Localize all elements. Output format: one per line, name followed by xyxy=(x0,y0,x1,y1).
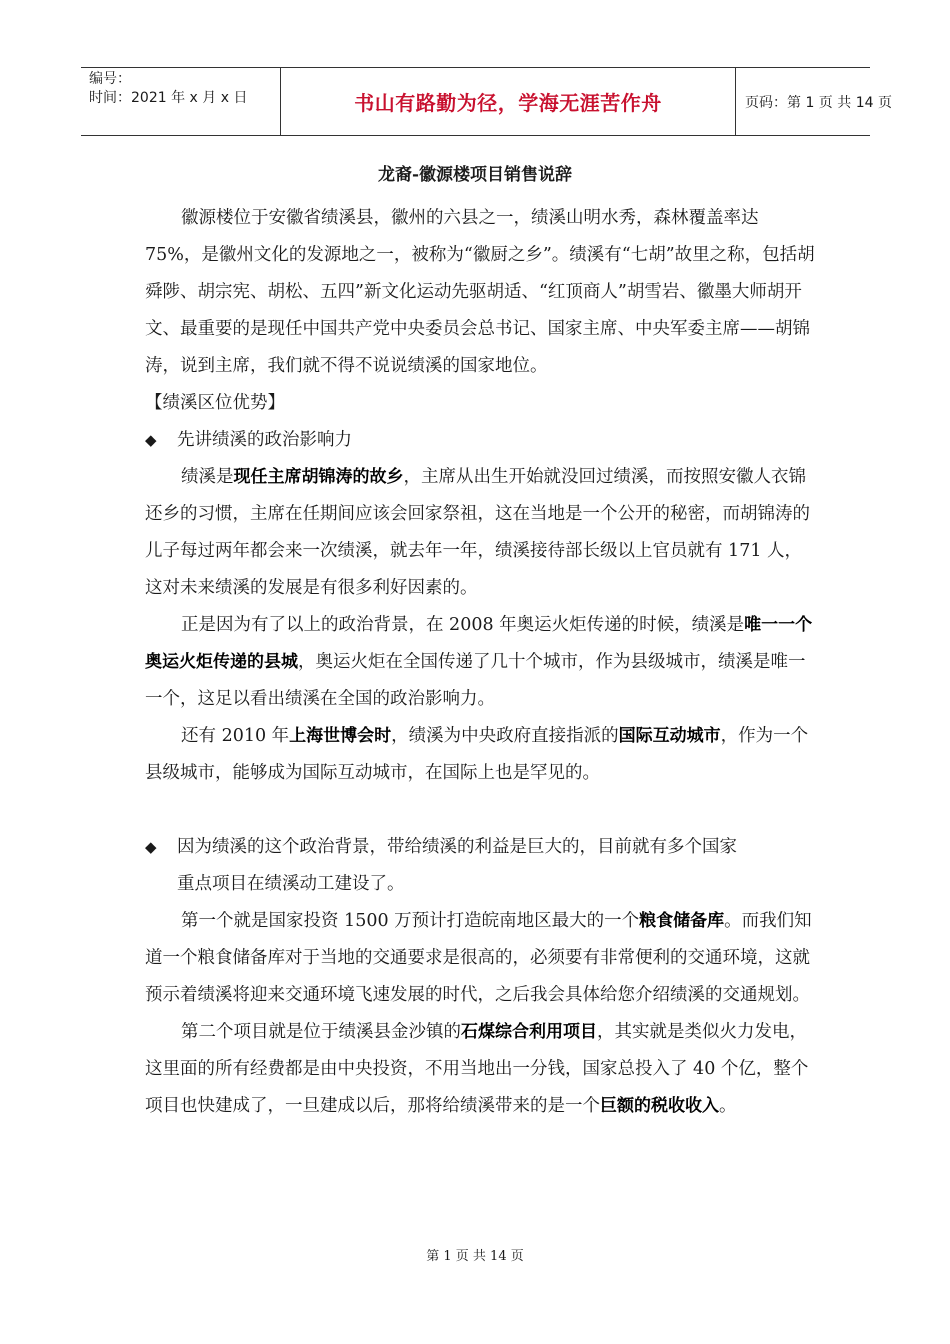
text-run: ，主席从出生开始就没回过绩溪，而按照安徽人衣锦还乡的习惯，主席在任期间应该会回家祭祖，这在当地是一个公开的秘密，而胡锦涛的儿子每过两年都会来一次绩溪，就去年一年，绩溪接待部长级以上官员就有 171 人，这对未来绩溪的发展是有很多利好因素的。 xyxy=(145,467,810,598)
paragraph-hometown xyxy=(145,459,815,607)
intro-paragraph: 徽源楼位于安徽省绩溪县，徽州的六县之一，绩溪山明水秀，森林覆盖率达 75%，是徽州文化的发源地之一，被称为“徽厨之乡”。绩溪有“七胡”故里之称，包括胡舜陟、胡宗宪、胡松、五四”新文化运动先驱胡适、“红顶商人”胡雪岩、徽墨大师胡开文、最重要的是现任中国共产党中央委员会总书记、国家主席、中央军委主席——胡锦涛，说到主席，我们就不得不说说绩溪的国家地位。 xyxy=(145,208,815,376)
diamond-bullet-icon: ◆ xyxy=(145,838,157,856)
paragraph-grain xyxy=(145,903,815,1014)
text-run: ，奥运火炬在全国传递了几十个城市，作为县级城市，绩溪是唯一一个，这足以看出绩溪在全国的政治影响力。 xyxy=(145,652,806,709)
text-run: ，其实就是类似火力发电，这里面的所有经费都是由中央投资，不用当地出一分钱，国家总投入了 40 个亿，整个项目也快建成了，一旦建成以后，那将给绩溪带来的是一个 xyxy=(145,1022,809,1116)
bullet-text-line-1: 因为绩溪的这个政治背景，带给绩溪的利益是巨大的，目前就有多个国家 xyxy=(177,837,737,857)
bold-text: 巨额的税收收入 xyxy=(600,1096,719,1116)
bullet-text-line-2: 重点项目在绩溪动工建设了。 xyxy=(177,874,405,894)
header-motto: 书山有路勤为径，学海无涯苦作舟 xyxy=(354,91,662,115)
text-run: 第二个项目就是位于绩溪县金沙镇的 xyxy=(181,1022,461,1042)
bold-text: 粮食储备库 xyxy=(639,911,725,931)
bold-text: 上海世博会时 xyxy=(289,726,392,746)
page-header xyxy=(81,67,892,136)
document-body xyxy=(145,200,815,1125)
text-run: 还有 2010 年 xyxy=(181,726,290,746)
text-run: 绩溪是 xyxy=(181,467,234,487)
page-footer: 第 1 页 共 14 页 xyxy=(426,1249,524,1264)
text-run: 第一个就是国家投资 1500 万预计打造皖南地区最大的一个 xyxy=(181,911,640,931)
diamond-bullet-icon: ◆ xyxy=(145,431,157,449)
paragraph-expo xyxy=(145,718,815,792)
date-label: 时间：2021 年 x 月 x 日 xyxy=(89,90,248,106)
header-motto-cell xyxy=(281,68,736,135)
number-label: 编号： xyxy=(89,71,131,87)
document-title: 龙裔-徽源楼项目销售说辞 xyxy=(377,165,573,185)
bold-text: 国际互动城市 xyxy=(618,726,721,746)
bullet-text: 先讲绩溪的政治影响力 xyxy=(177,430,352,450)
paragraph-olympic xyxy=(145,607,815,718)
header-page-number: 页码：第 1 页 共 14 页 xyxy=(745,94,892,111)
bold-text: 现任主席胡锦涛的故乡 xyxy=(233,467,404,487)
text-run: 。 xyxy=(719,1096,737,1116)
text-run: ，绩溪为中央政府直接指派的 xyxy=(391,726,619,746)
bullet-item-1 xyxy=(145,422,815,459)
text-run: 正是因为有了以上的政治背景，在 2008 年奥运火炬传递的时候，绩溪是 xyxy=(181,615,745,635)
header-meta xyxy=(81,68,281,135)
paragraph-coal xyxy=(145,1014,815,1125)
spacer xyxy=(145,792,815,829)
section-heading: 【绩溪区位优势】 xyxy=(145,393,285,413)
bold-text: 石煤综合利用项目 xyxy=(461,1022,597,1042)
bold-text: 唯一一个奥运火炬传递的县城 xyxy=(145,615,813,672)
text-run: ，作为一个县级城市，能够成为国际互动城市，在国际上也是罕见的。 xyxy=(145,726,809,783)
text-run: 。而我们知道一个粮食储备库对于当地的交通要求是很高的，必须要有非常便利的交通环境，这就预示着绩溪将迎来交通环境飞速发展的时代，之后我会具体给您介绍绩溪的交通规划。 xyxy=(145,911,812,1005)
bullet-item-2 xyxy=(145,829,815,903)
